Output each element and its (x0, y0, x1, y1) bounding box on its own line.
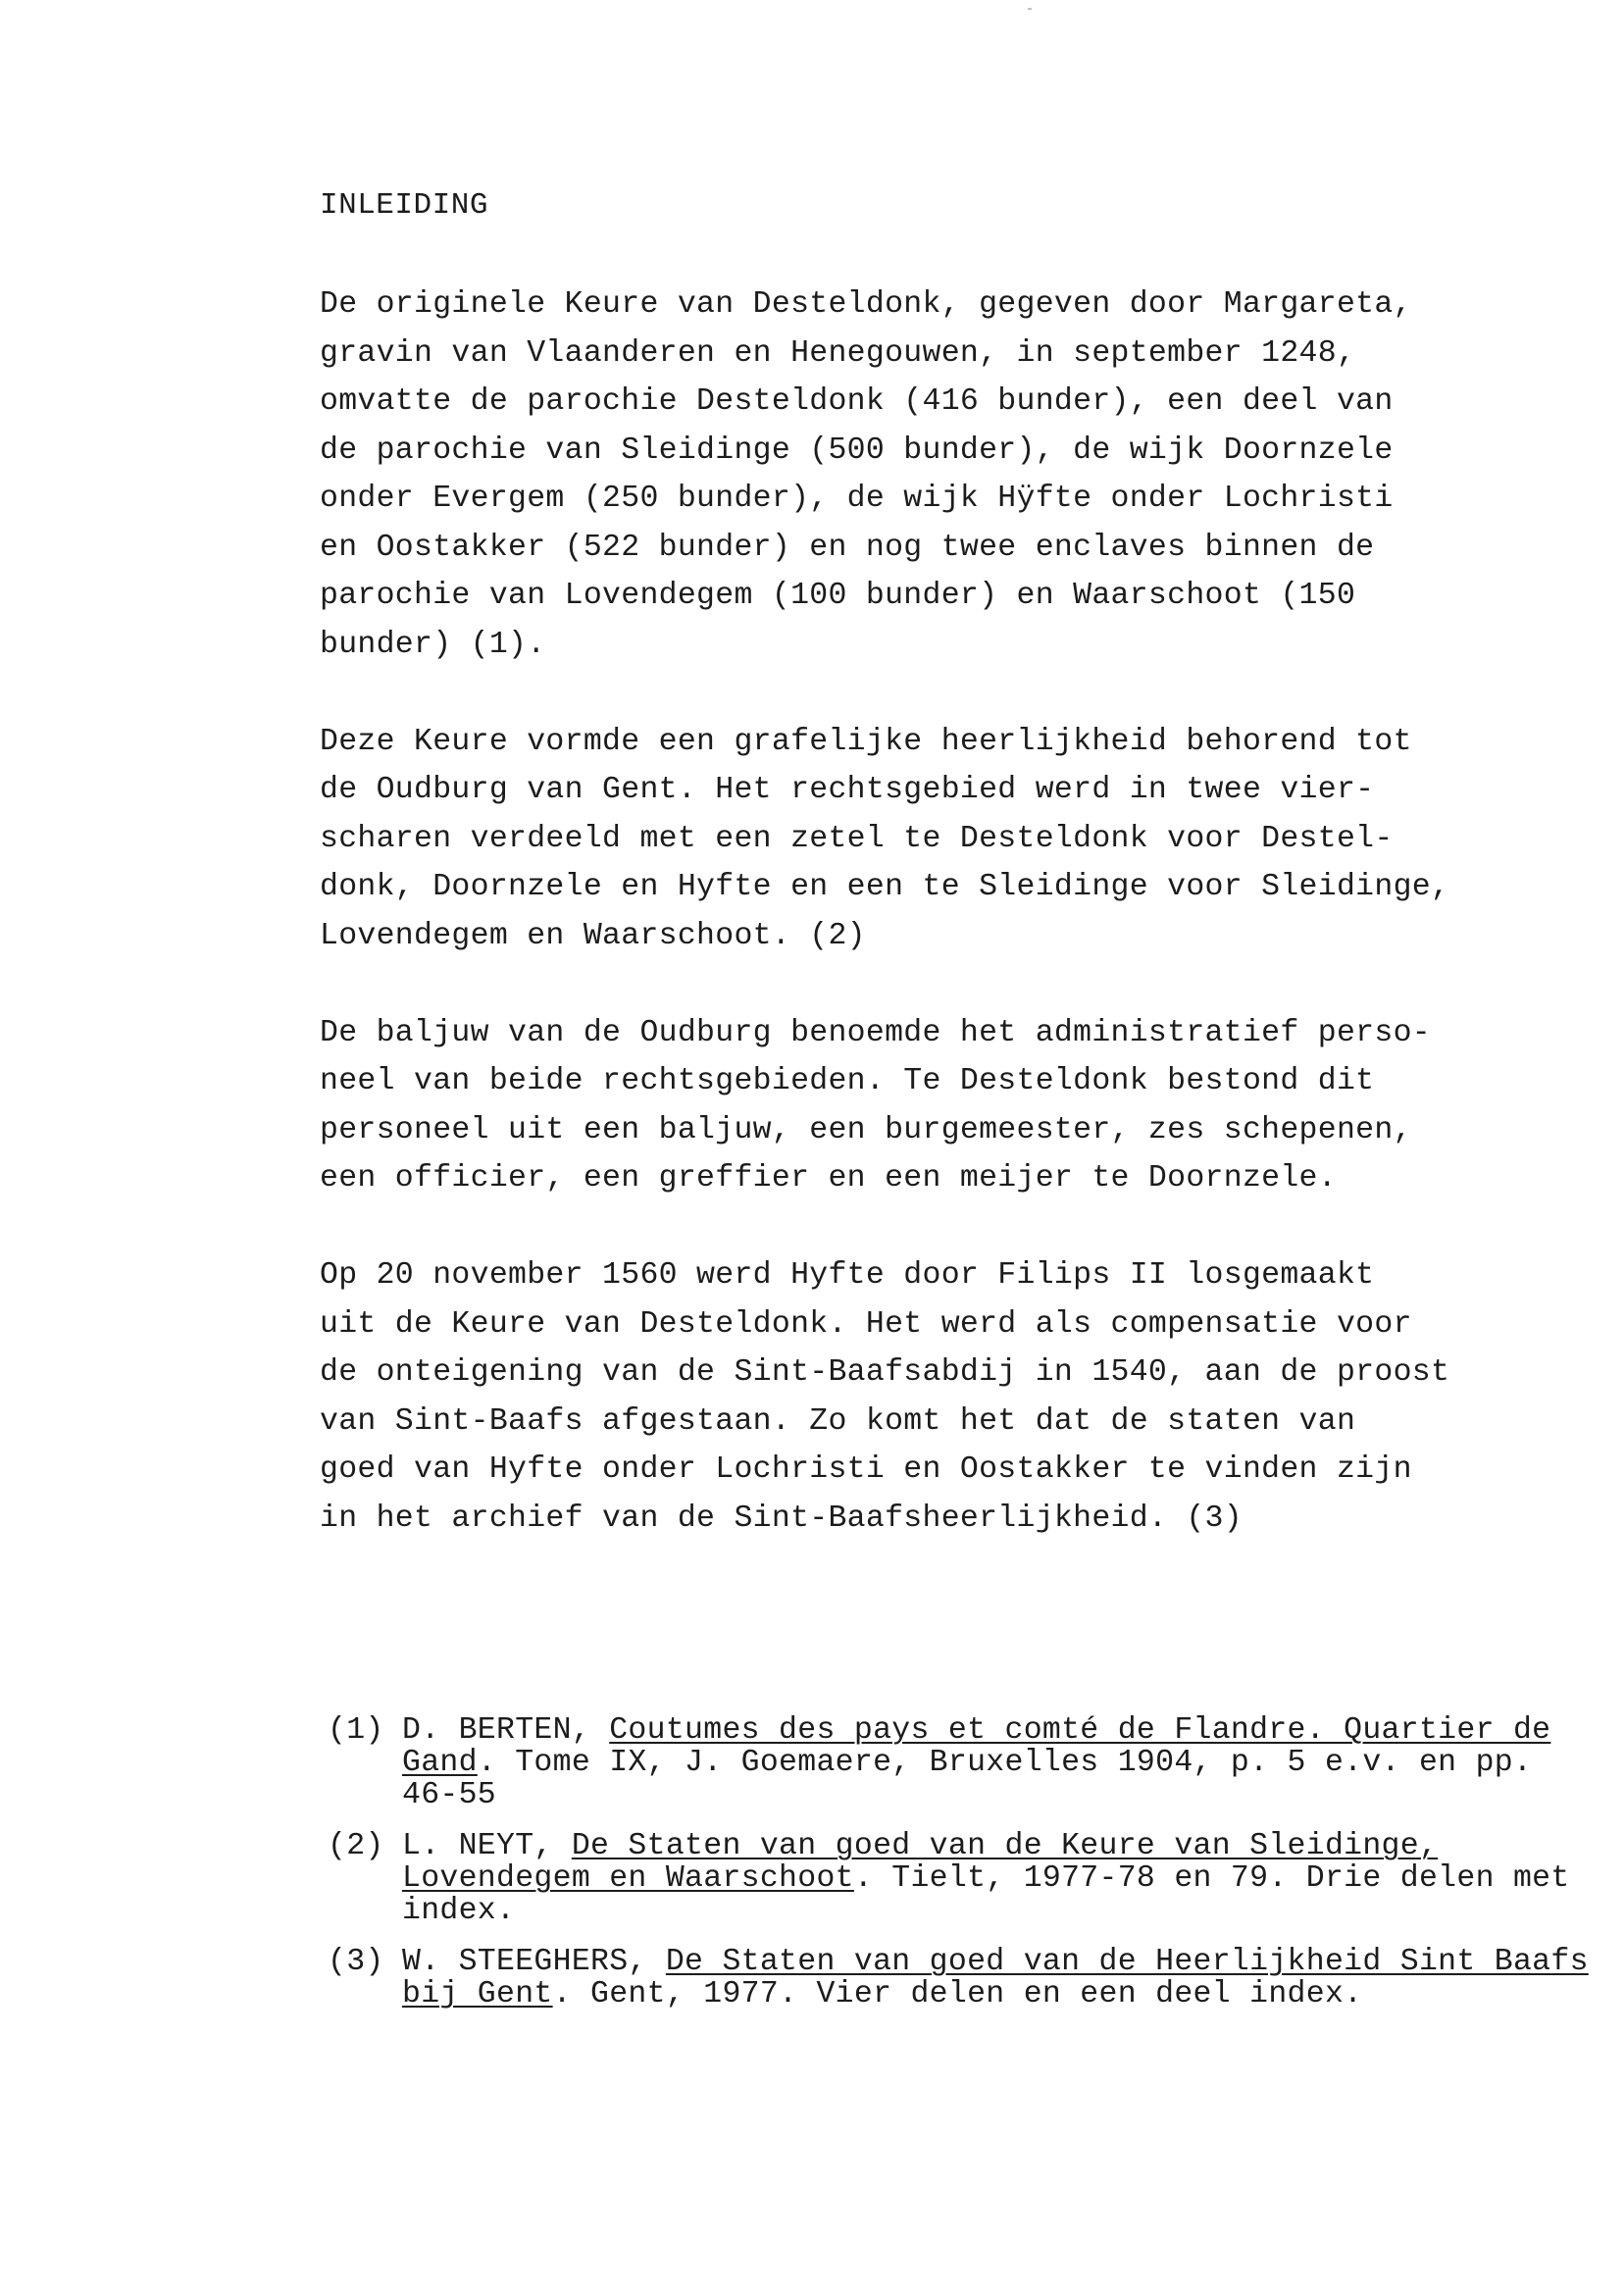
text-line: parochie van Lovendegem (100 bunder) en Waarschoot (150 (320, 579, 1356, 613)
footnote-title: Coutumes des pays et comté de Flandre. Quartier de Gand (402, 1713, 1551, 1780)
text-line: Deze Keure vormde een grafelijke heerlijkheid behorend tot (320, 724, 1412, 759)
text-line: de parochie van Sleidinge (500 bunder), de wijk Doornzele (320, 433, 1394, 468)
text-line: onder Evergem (250 bunder), de wijk Hÿfte onder Lochristi (320, 482, 1394, 516)
paragraph (320, 280, 1595, 669)
text-line: in het archief van de Sint-Baafsheerlijkheid. (3) (320, 1501, 1243, 1536)
footnote-author: L. NEYT, (402, 1829, 572, 1863)
footnotes (328, 1714, 1602, 2029)
text-line: van Sint-Baafs afgestaan. Zo komt het dat de staten van (320, 1403, 1356, 1439)
text-line: donk, Doornzele en Hyfte en een te Sleidinge voor Sleidinge, (320, 870, 1450, 904)
text-line: de Oudburg van Gent. Het rechtsgebied werd in twee vier- (320, 773, 1375, 807)
text-line: Op 20 november 1560 werd Hyfte door Filips II losgemaakt (320, 1258, 1375, 1293)
text-line: scharen verdeeld met een zetel te Desteldonk voor Destel- (320, 821, 1394, 856)
footnote-number: (2) (328, 1829, 384, 1863)
footnote-author: D. BERTEN, (402, 1713, 610, 1748)
paragraph (320, 718, 1595, 961)
text-line: De baljuw van de Oudburg benoemde het administratief perso- (320, 1015, 1431, 1050)
footnote-details: . Gent, 1977. Vier delen en een deel index. (552, 1977, 1363, 2011)
text-line: bunder) (1). (320, 627, 546, 662)
text-line: personeel uit een baljuw, een burgemeester, zes schepenen, (320, 1112, 1412, 1147)
scan-speck (1028, 8, 1032, 10)
text-line: en Oostakker (522 bunder) en nog twee enclaves binnen de (320, 530, 1375, 565)
text-line: De originele Keure van Desteldonk, gegeven door Margareta, (320, 287, 1412, 322)
paragraph (320, 1009, 1595, 1203)
footnote (328, 1714, 1602, 1811)
text-line: uit de Keure van Desteldonk. Het werd als compensatie voor (320, 1306, 1412, 1342)
text-line: neel van beide rechtsgebieden. Te Desteldonk bestond dit (320, 1064, 1375, 1098)
text-line: goed van Hyfte onder Lochristi en Oostakker te vinden zijn (320, 1452, 1412, 1487)
text-line: Lovendegem en Waarschoot. (2) (320, 918, 866, 953)
text-line: een officier, een greffier en een meijer te Doornzele. (320, 1161, 1337, 1196)
body-text (320, 280, 1595, 1592)
footnote (328, 1830, 1602, 1927)
footnote-author: W. STEEGHERS, (402, 1945, 666, 1979)
footnote-number: (3) (328, 1945, 384, 1979)
footnote (328, 1946, 1602, 2011)
footnote-title: De Staten van goed van de Heerlijkheid Sint Baafs bij Gent (402, 1945, 1589, 2011)
text-line: de onteigening van de Sint-Baafsabdij in 1540, aan de proost (320, 1355, 1450, 1390)
footnote-title: De Staten van goed van de Keure van Sleidinge, Lovendegem en Waarschoot (402, 1829, 1439, 1896)
text-line: gravin van Vlaanderen en Henegouwen, in september 1248, (320, 335, 1356, 371)
footnote-details: . Tielt, 1977-78 en 79. Drie delen met index. (402, 1861, 1570, 1928)
footnote-details: . Tome IX, J. Goemaere, Bruxelles 1904, p. 5 e.v. en pp. 46-55 (402, 1746, 1533, 1812)
text-line: omvatte de parochie Desteldonk (416 bunder), een deel van (320, 384, 1394, 419)
footnote-number: (1) (328, 1713, 384, 1748)
page-heading: INLEIDING (320, 188, 488, 223)
paragraph (320, 1251, 1595, 1543)
